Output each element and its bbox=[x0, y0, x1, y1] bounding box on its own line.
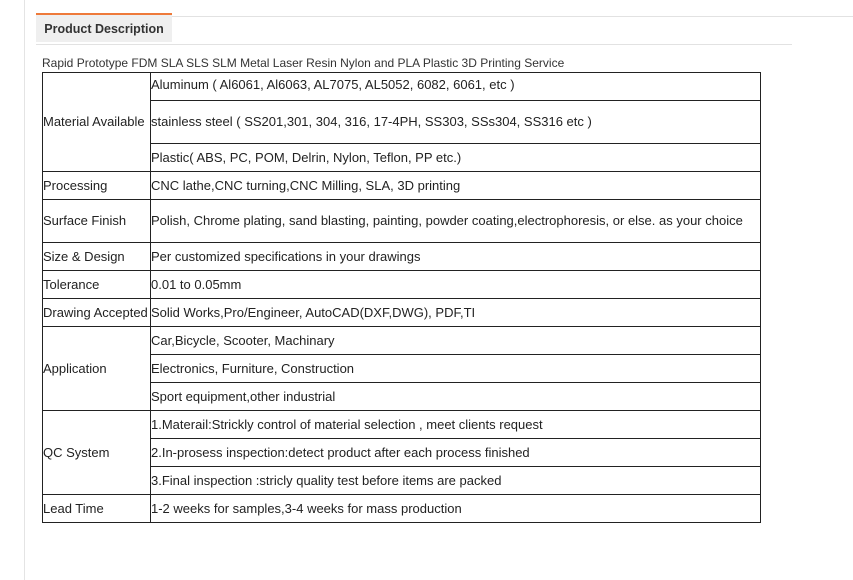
spec-label-processing: Processing bbox=[43, 172, 151, 200]
table-row bbox=[43, 327, 761, 355]
table-row bbox=[43, 299, 761, 327]
spec-value-material-steel: stainless steel ( SS201,301, 304, 316, 17-4PH, SS303, SSs304, SS316 etc ) bbox=[151, 101, 761, 144]
spec-value-material-aluminum: Aluminum ( Al6061, Al6063, AL7075, AL5052, 6082, 6061, etc ) bbox=[151, 73, 761, 101]
spec-label-qc-system: QC System bbox=[43, 411, 151, 495]
spec-value-qc-final: 3.Final inspection :stricly quality test before items are packed bbox=[151, 467, 761, 495]
page-left-border bbox=[24, 0, 25, 580]
spec-value-application-vehicles: Car,Bicycle, Scooter, Machinary bbox=[151, 327, 761, 355]
spec-label-application: Application bbox=[43, 327, 151, 411]
spec-label-surface-finish: Surface Finish bbox=[43, 200, 151, 243]
table-row bbox=[43, 73, 761, 101]
spec-label-size-design: Size & Design bbox=[43, 243, 151, 271]
table-row bbox=[43, 383, 761, 411]
spec-value-drawing-accepted: Solid Works,Pro/Engineer, AutoCAD(DXF,DWG), PDF,TI bbox=[151, 299, 761, 327]
spec-value-lead-time: 1-2 weeks for samples,3-4 weeks for mass production bbox=[151, 495, 761, 523]
spec-value-qc-in-process: 2.In-prosess inspection:detect product after each process finished bbox=[151, 439, 761, 467]
table-row bbox=[43, 172, 761, 200]
tab-product-description[interactable]: Product Description bbox=[36, 13, 172, 42]
table-row bbox=[43, 355, 761, 383]
table-row bbox=[43, 144, 761, 172]
spec-value-tolerance: 0.01 to 0.05mm bbox=[151, 271, 761, 299]
spec-value-application-sport: Sport equipment,other industrial bbox=[151, 383, 761, 411]
spec-value-qc-material: 1.Materail:Strickly control of material selection , meet clients request bbox=[151, 411, 761, 439]
table-row bbox=[43, 101, 761, 144]
spec-value-surface-finish: Polish, Chrome plating, sand blasting, painting, powder coating,electrophoresis, or else. as your choice bbox=[151, 200, 761, 243]
spec-label-drawing-accepted: Drawing Accepted bbox=[43, 299, 151, 327]
spec-value-material-plastic: Plastic( ABS, PC, POM, Delrin, Nylon, Teflon, PP etc.) bbox=[151, 144, 761, 172]
spec-value-size-design: Per customized specifications in your drawings bbox=[151, 243, 761, 271]
spec-value-application-electronics: Electronics, Furniture, Construction bbox=[151, 355, 761, 383]
table-row bbox=[43, 271, 761, 299]
spec-value-processing: CNC lathe,CNC turning,CNC Milling, SLA, 3D printing bbox=[151, 172, 761, 200]
table-row bbox=[43, 243, 761, 271]
spec-label-tolerance: Tolerance bbox=[43, 271, 151, 299]
description-tabs bbox=[36, 13, 792, 45]
product-intro-text: Rapid Prototype FDM SLA SLS SLM Metal Laser Resin Nylon and PLA Plastic 3D Printing Service bbox=[42, 56, 565, 70]
table-row bbox=[43, 411, 761, 439]
spec-label-lead-time: Lead Time bbox=[43, 495, 151, 523]
table-row bbox=[43, 439, 761, 467]
spec-label-material: Material Available bbox=[43, 73, 151, 172]
table-row bbox=[43, 495, 761, 523]
table-row bbox=[43, 467, 761, 495]
table-row bbox=[43, 200, 761, 243]
spec-table bbox=[42, 72, 761, 523]
